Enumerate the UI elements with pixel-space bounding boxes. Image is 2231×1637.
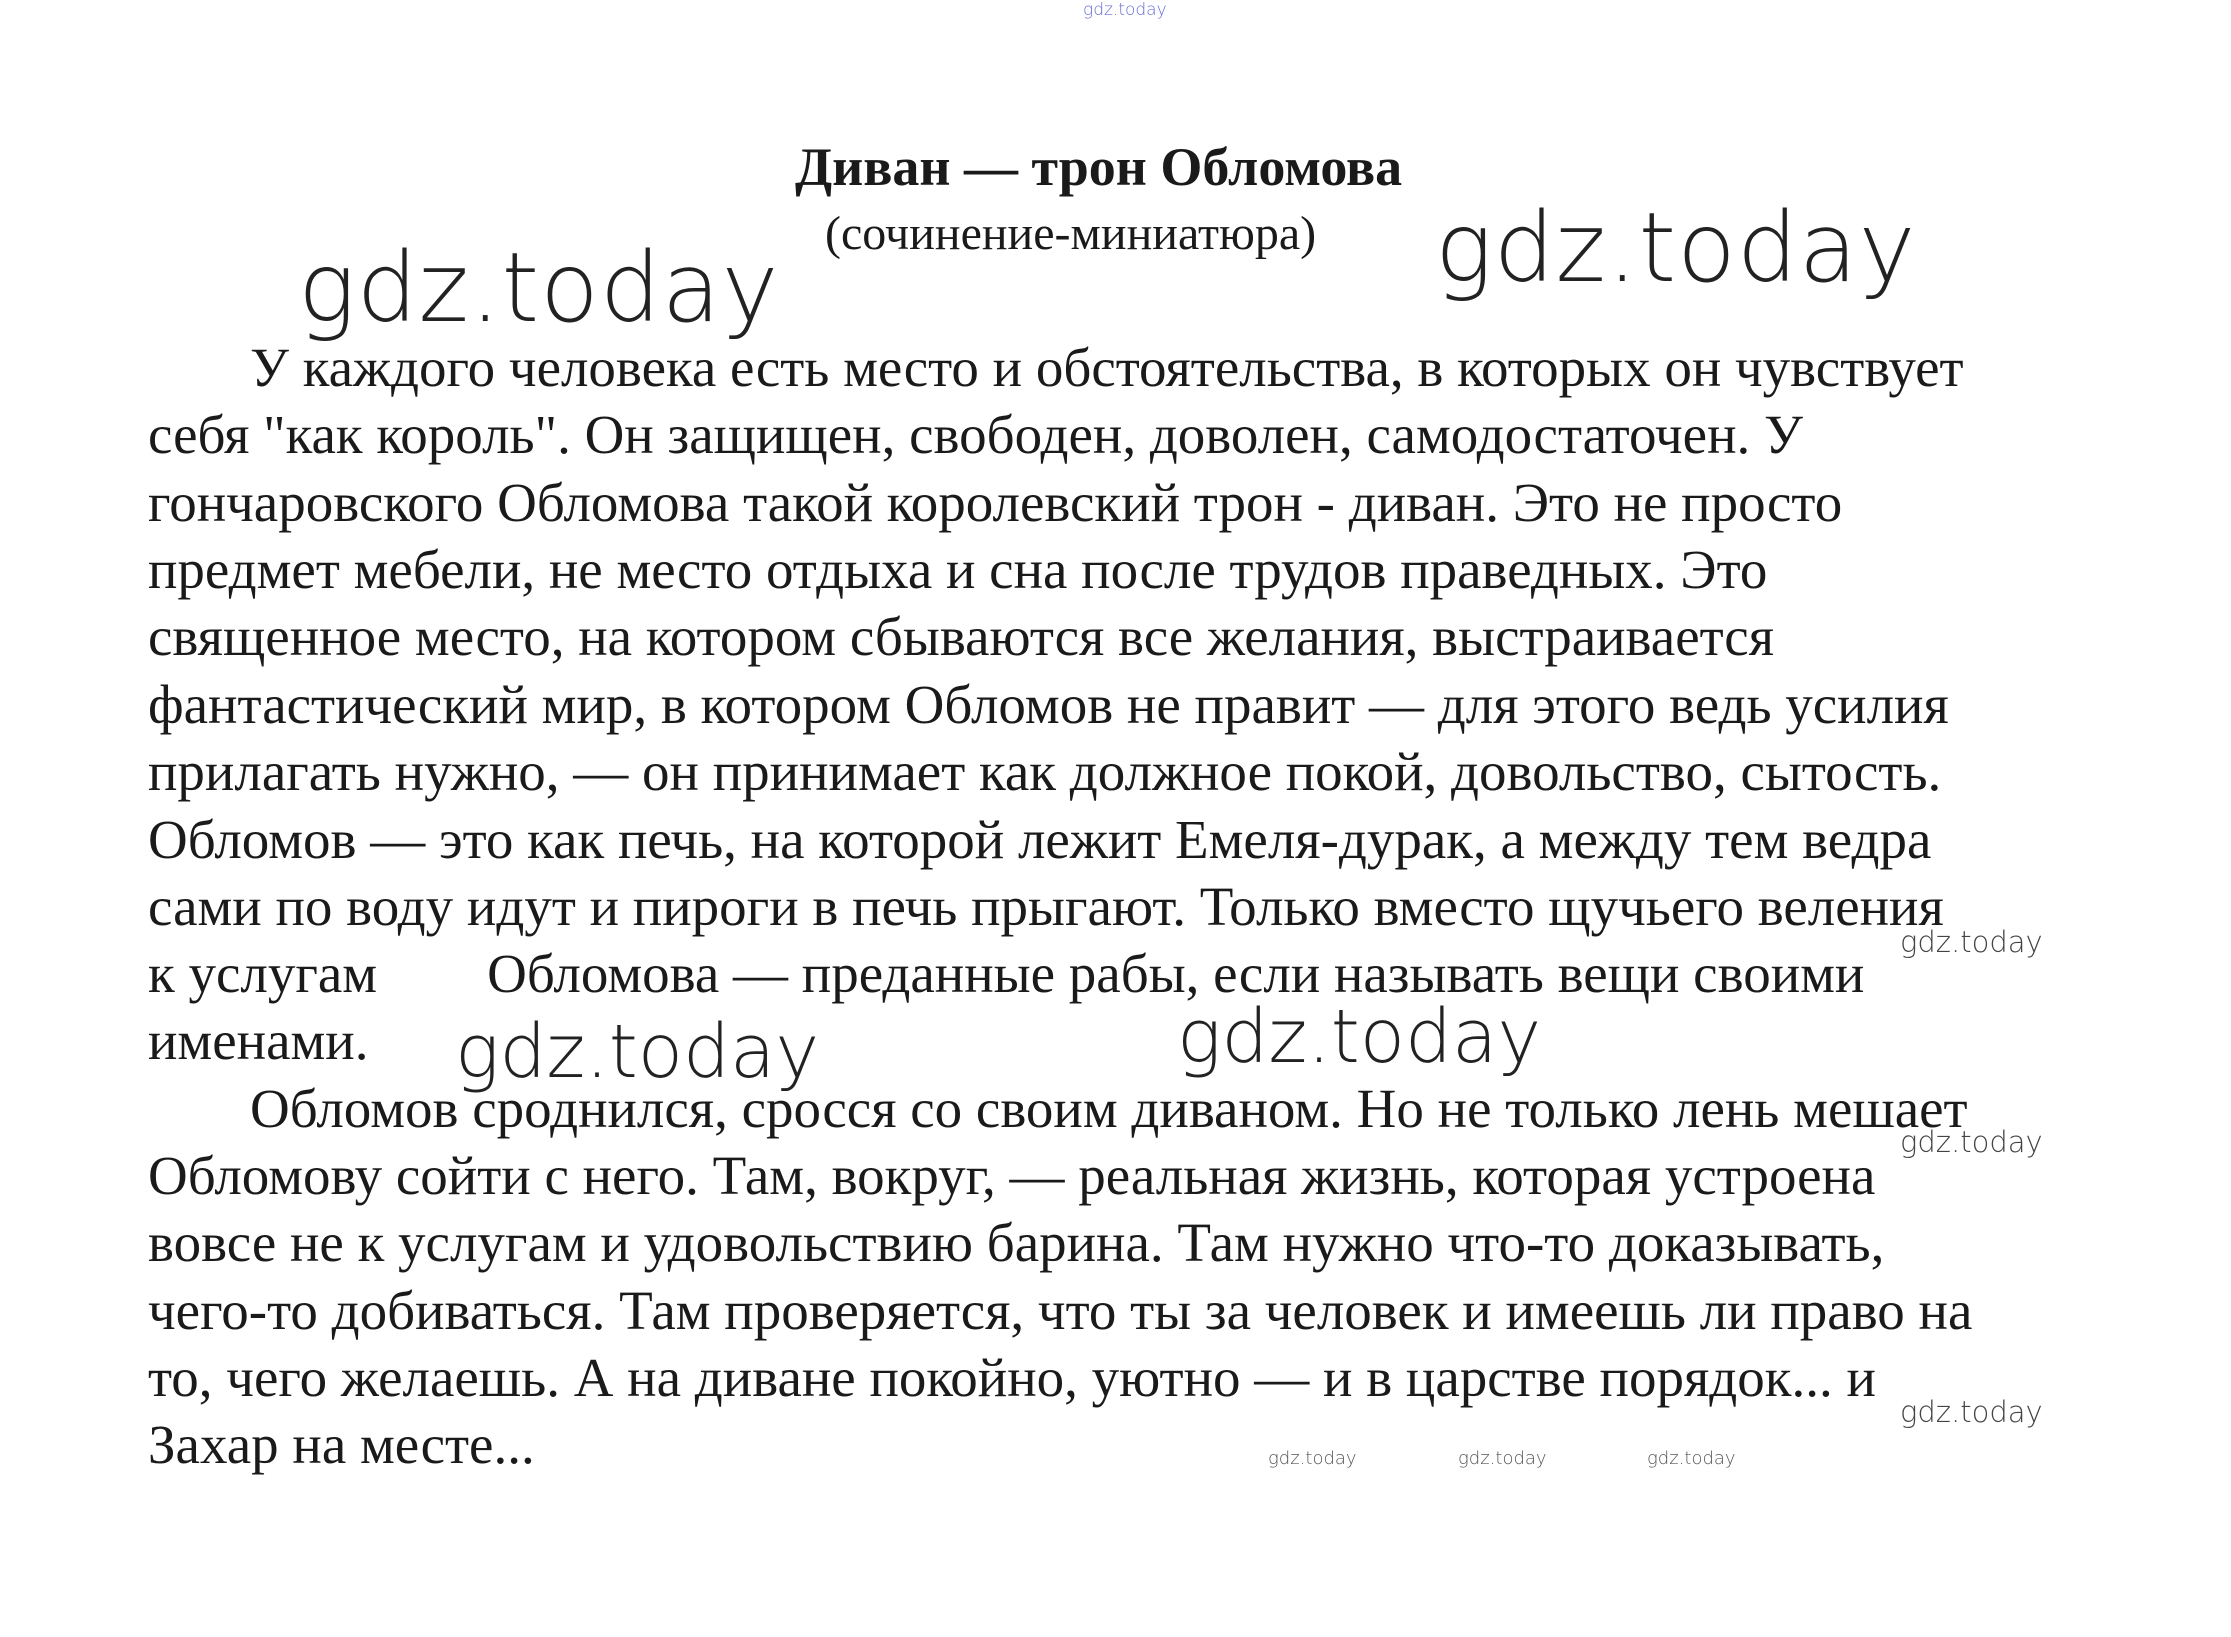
watermark-bottom-2: gdz.today xyxy=(1458,1448,1547,1469)
paragraph-line: фантастический мир, в котором Обломов не правит — для этого ведь усилия xyxy=(148,674,1949,735)
watermark-right-2: gdz.today xyxy=(1900,1125,2043,1159)
paragraph-line: предмет мебели, не место отдыха и сна после трудов праведных. Это xyxy=(148,539,1768,600)
paragraph-line: то, чего желаешь. А на диване покойно, уютно — и в царстве порядок... и xyxy=(148,1347,1876,1408)
paragraph-line: именами. xyxy=(148,1010,369,1071)
watermark-bottom-1: gdz.today xyxy=(1268,1448,1357,1469)
paragraph-line: к услугам Обломова — преданные рабы, если называть вещи своими xyxy=(148,943,1865,1004)
watermark-title-right: gdz.today xyxy=(1435,192,1917,304)
paragraph-line: Захар на месте... xyxy=(148,1414,535,1475)
watermark-top: gdz.today xyxy=(1083,0,1167,20)
paragraph-line: Обломов сроднился, сросся со своим диваном. Но не только лень мешает xyxy=(250,1078,1968,1139)
paragraph-line: прилагать нужно, — он принимает как должное покой, довольство, сытость. xyxy=(148,741,1942,802)
paragraph-line: чего-то добиваться. Там проверяется, что ты за человек и имеешь ли право на xyxy=(148,1280,1973,1341)
paragraph-line: вовсе не к услугам и удовольствию барина. Там нужно что-то доказывать, xyxy=(148,1212,1885,1273)
paragraph-line: Обломову сойти с него. Там, вокруг, — реальная жизнь, которая устроена xyxy=(148,1145,1876,1206)
watermark-mid-left: gdz.today xyxy=(455,1009,820,1095)
watermark-bottom-3: gdz.today xyxy=(1647,1448,1736,1469)
document-title: Диван — трон Обломова xyxy=(795,137,1403,197)
paragraph-line: У каждого человека есть место и обстоятельства, в которых он чувствует xyxy=(250,337,1964,398)
paragraph-line: Обломов — это как печь, на которой лежит Емеля-дурак, а между тем ведра xyxy=(148,809,1932,870)
watermark-mid-center: gdz.today xyxy=(1177,994,1542,1080)
watermark-left-large: gdz.today xyxy=(298,232,780,344)
paragraph-line: священное место, на котором сбываются все желания, выстраивается xyxy=(148,606,1775,667)
watermark-right-3: gdz.today xyxy=(1900,1395,2043,1429)
document-subtitle: (сочинение-миниатюра) xyxy=(825,207,1317,260)
paragraph-line: сами по воду идут и пироги в печь прыгают. Только вместо щучьего веления xyxy=(148,876,1944,937)
watermark-right-1: gdz.today xyxy=(1900,925,2043,959)
paragraph-line: гончаровского Обломова такой королевский трон - диван. Это не просто xyxy=(148,472,1843,533)
paragraph-line: себя "как король". Он защищен, свободен, доволен, самодостаточен. У xyxy=(148,404,1803,465)
